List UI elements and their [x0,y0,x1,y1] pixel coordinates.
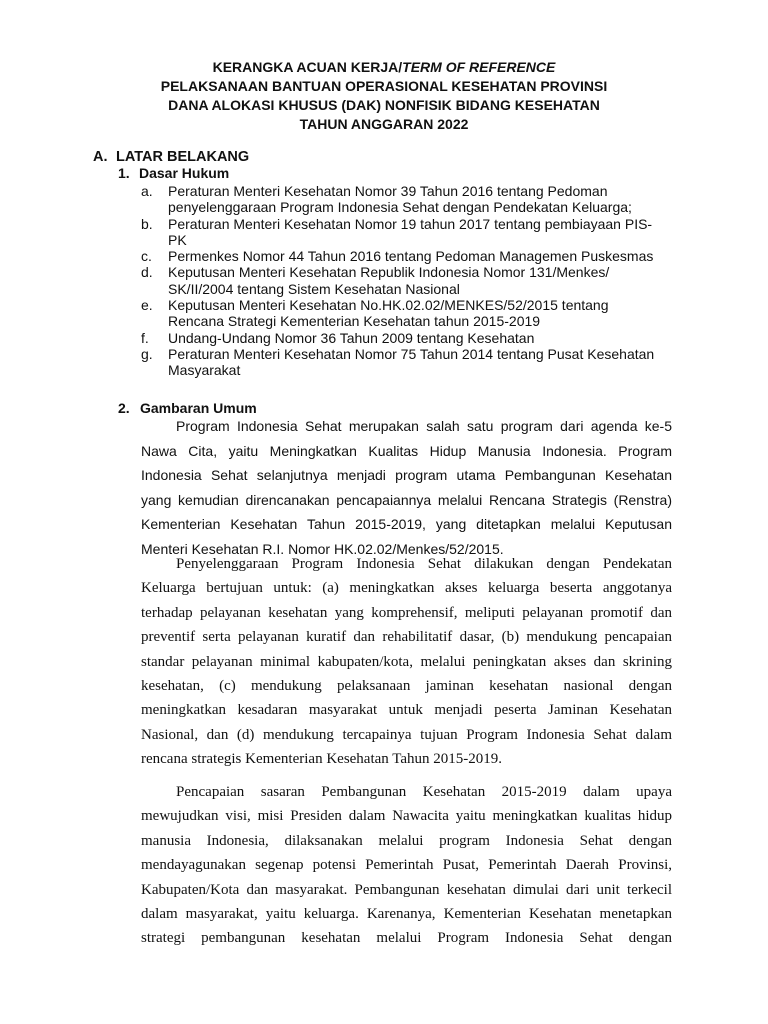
list-item: a. Peraturan Menteri Kesehatan Nomor 39 Tahun 2016 tentang Pedoman penyelenggaraan Program Indonesia Sehat dengan Pendekatan Keluarga; [141,183,632,216]
paragraph-1: Program Indonesia Sehat merupakan salah satu program dari agenda ke-5 Nawa Cita, yaitu Meningkatkan Kualitas Hidup Manusia Indonesia. Program Indonesia Sehat selanjutnya menjadi program utama Pembangunan Kesehatan yang kemudian direncanakan pencapaiannya melalui Rencana Strategis (Renstra) Kementerian Kesehatan Tahun 2015-2019, yang ditetapkan melalui Keputusan Menteri Kesehatan R.I. Nomor HK.02.02/Menkes/52/2015. [141,418,672,557]
paragraph-3: Pencapaian sasaran Pembangunan Kesehatan 2015-2019 dalam upaya mewujudkan visi, misi Presiden dalam Nawacita yaitu meningkatkan kualitas hidup manusia Indonesia, dilaksanakan melalui program Indonesia Sehat dengan mendayagunakan segenap potensi Pemerintah Pusat, Pemerintah Daerah Provinsi, Kabupaten/Kota dan masyarakat. Pembangunan kesehatan dimulai dari unit terkecil dalam masyarakat, yaitu keluarga. Karenanya, Kementerian Kesehatan menetapkan strategi pembangunan kesehatan melalui Program Indonesia Sehat dengan [141,784,672,947]
legal-basis-list [141,183,681,379]
list-item: e. Keputusan Menteri Kesehatan No.HK.02.02/MENKES/52/2015 tentang Rencana Strategi Kementerian Kesehatan tahun 2015-2019 [141,297,609,330]
title-line-1: KERANGKA ACUAN KERJA/TERM OF REFERENCE [212,59,556,75]
list-item: b. Peraturan Menteri Kesehatan Nomor 19 tahun 2017 tentang pembiayaan PIS- PK [141,215,653,248]
paragraph-2: Penyelenggaraan Program Indonesia Sehat dilakukan dengan Pendekatan Keluarga bertujuan untuk: (a) meningkatkan akses keluarga beserta anggotanya terhadap pelayanan kesehatan yang komprehensif, meliputi pelayanan promotif dan preventif serta pelayanan kuratif dan rehabilitatif dasar, (b) mendukung pencapaian standar pelayanan minimal kabupaten/kota, melalui peningkatan akses dan skrining kesehatan, (c) mendukung pelaksanaan jaminan kesehatan nasional dengan meningkatkan kesadaran masyarakat untuk menjadi peserta Jaminan Kesehatan Nasional, dan (d) mendukung tercapainya tujuan Program Indonesia Sehat dalam rencana strategis Kementerian Kesehatan Tahun 2015-2019. [141,556,672,768]
section-heading-a [93,148,249,166]
title-line-3: DANA ALOKASI KHUSUS (DAK) NONFISIK BIDANG KESEHATAN [168,97,600,113]
title-line-2: PELAKSANAAN BANTUAN OPERASIONAL KESEHATAN PROVINSI [160,78,608,94]
document-title-block [0,58,768,134]
section-title: LATAR BELAKANG [116,149,250,165]
list-item: d. Keputusan Menteri Kesehatan Republik Indonesia Nomor 131/Menkes/ SK/II/2004 tentang Sistem Kesehatan Nasional [141,264,610,297]
list-item: g. Peraturan Menteri Kesehatan Nomor 75 Tahun 2014 tentang Pusat Kesehatan Masyarakat [141,345,655,379]
list-item: f. Undang-Undang Nomor 36 Tahun 2009 tentang Kesehatan [141,329,535,346]
subsection-heading-1 [118,165,229,182]
list-item: c. Permenkes Nomor 44 Tahun 2016 tentang Pedoman Managemen Puskesmas [141,248,654,265]
subsection-title: Gambaran Umum [140,400,257,416]
title-line-4: TAHUN ANGGARAN 2022 [299,116,469,132]
section-letter: A. [93,149,108,165]
subsection-number: 2. [118,400,130,416]
subsection-number: 1. [118,165,130,181]
subsection-title: Dasar Hukum [139,165,230,181]
